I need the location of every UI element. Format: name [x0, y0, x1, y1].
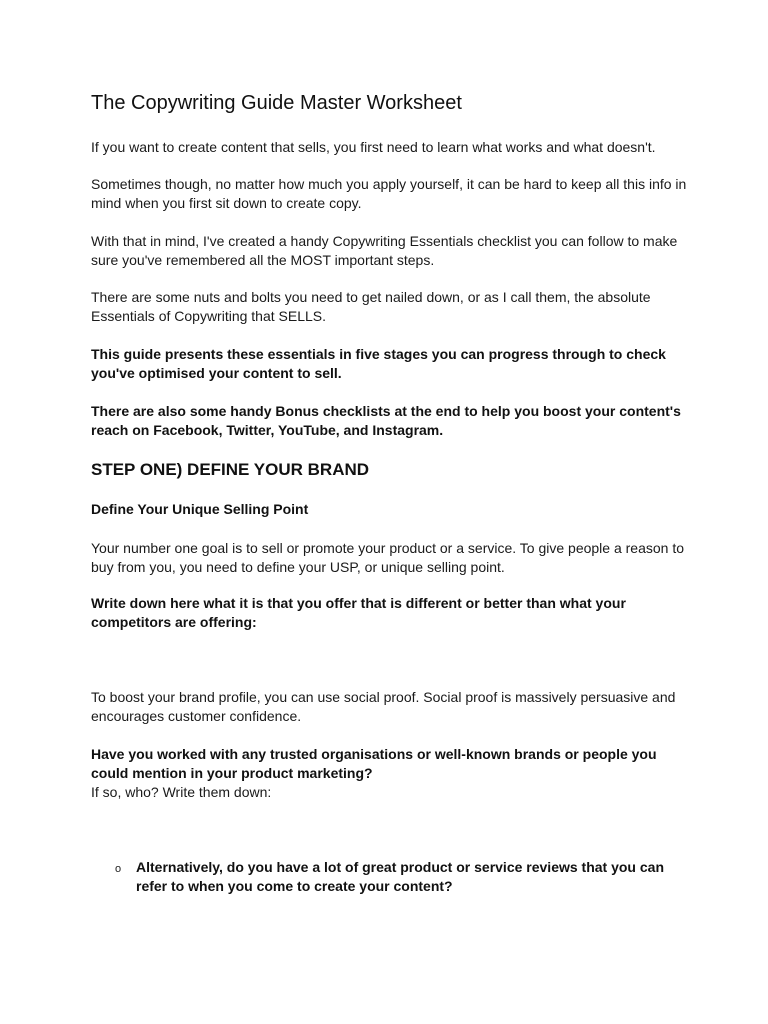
usp-paragraph: Your number one goal is to sell or promote your product or a service. To give people a reason to buy from you, you need to define your USP, or unique selling point. — [91, 540, 685, 575]
intro-paragraph-1: If you want to create content that sells, you first need to learn what works and what doesn't. — [91, 139, 656, 155]
usp-subheading: Define Your Unique Selling Point — [91, 501, 309, 517]
intro-paragraph-3: With that in mind, I've created a handy Copywriting Essentials checklist you can follow to make sure you've remembered all the MOST important steps. — [91, 233, 678, 268]
usp-prompt: Write down here what it is that you offer that is different or better than what your competitors are offering: — [91, 595, 626, 630]
intro-paragraph-6: There are also some handy Bonus checklists at the end to help you boost your content's reach on Facebook, Twitter, YouTube, and Instagram. — [91, 403, 681, 438]
intro-paragraph-2: Sometimes though, no matter how much you apply yourself, it can be hard to keep all this info in mind when you first sit down to create copy. — [91, 176, 687, 211]
document-title: The Copywriting Guide Master Worksheet — [91, 92, 462, 114]
brands-prompt: Have you worked with any trusted organisations or well-known brands or people you could mention in your product marketing? — [91, 746, 657, 781]
social-proof-paragraph: To boost your brand profile, you can use social proof. Social proof is massively persuasive and encourages customer confidence. — [91, 689, 676, 724]
intro-paragraph-5: This guide presents these essentials in five stages you can progress through to check you've optimised your content to sell. — [91, 346, 666, 381]
step-one-heading: STEP ONE) DEFINE YOUR BRAND — [91, 460, 370, 479]
reviews-prompt: Alternatively, do you have a lot of great product or service reviews that you can refer to when you come to create your content? — [136, 859, 665, 894]
intro-paragraph-4: There are some nuts and bolts you need to get nailed down, or as I call them, the absolute Essentials of Copywriting that SELLS. — [91, 289, 651, 324]
brands-followup: If so, who? Write them down: — [91, 784, 272, 800]
bullet-icon: o — [115, 863, 122, 875]
